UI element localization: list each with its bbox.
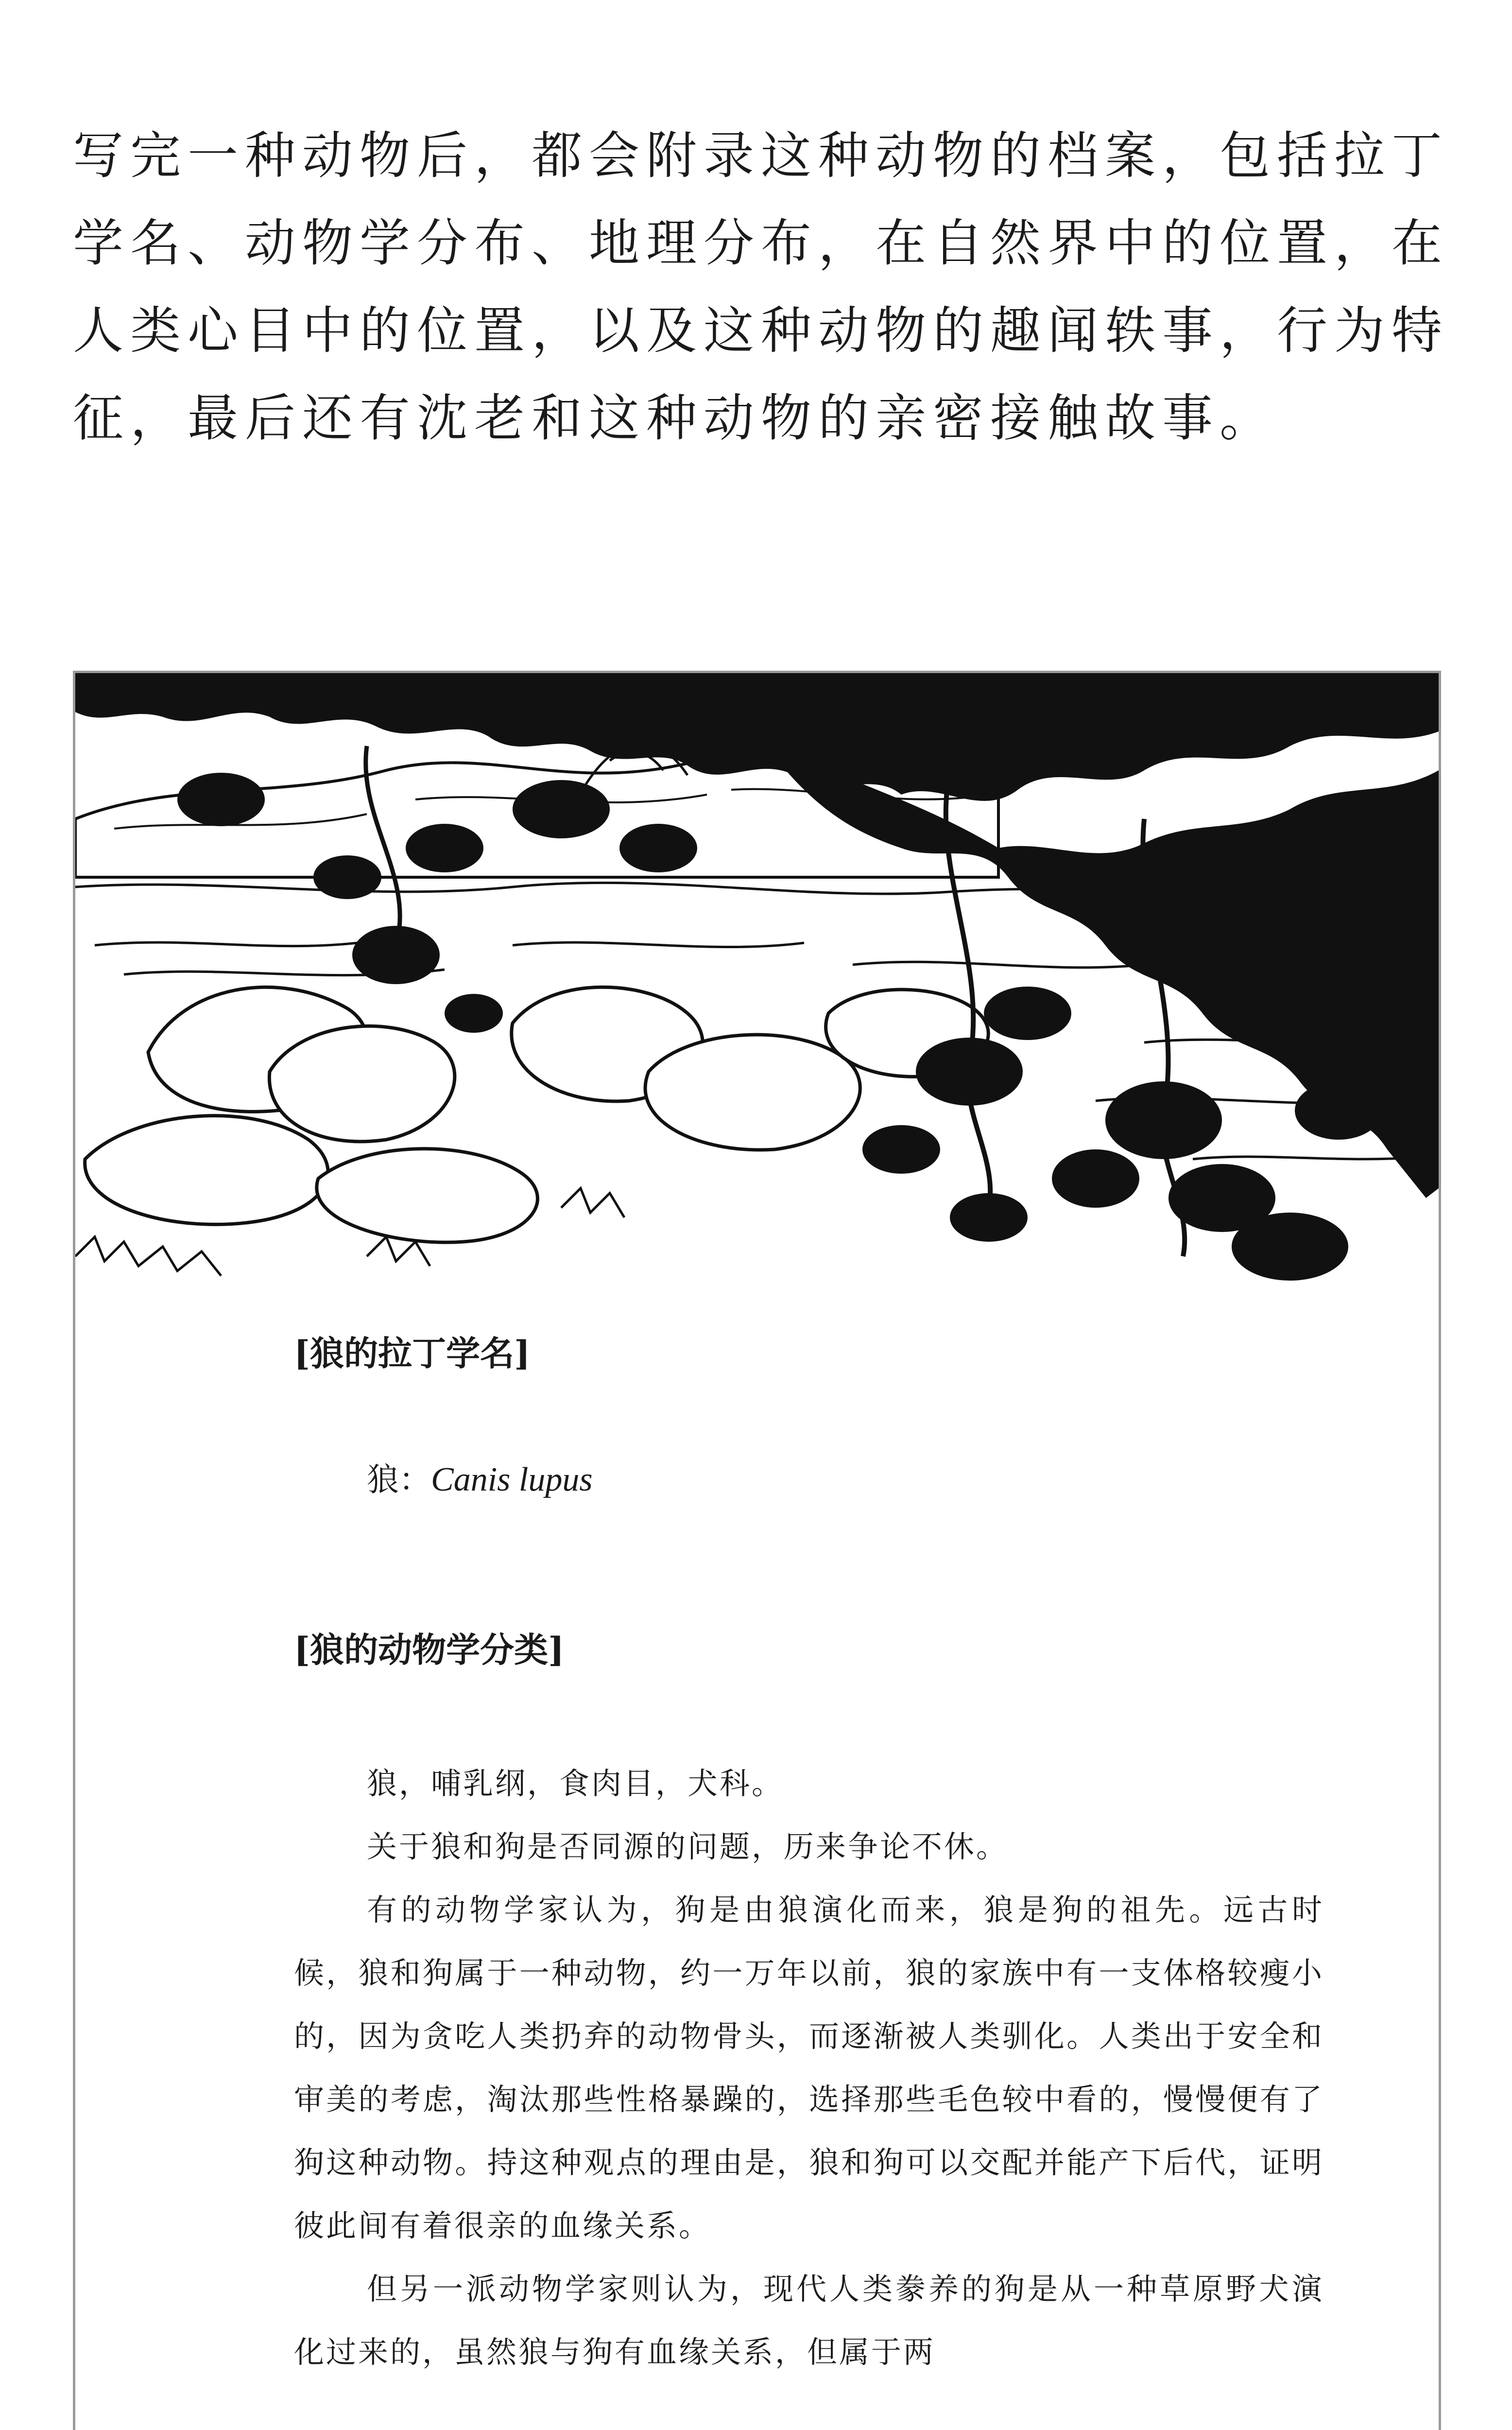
classification-heading: [狼的动物学分类]: [294, 1630, 565, 1670]
latin-name-line: [367, 1451, 1324, 1509]
sample-text-block: [294, 1324, 1324, 2384]
latin-name-prefix: 狼：: [367, 1461, 431, 1498]
book-sample-page: [73, 671, 1441, 2430]
sample-paragraph: 关于狼和狗是否同源的问题，历来争论不休。: [367, 1829, 1009, 1864]
sample-paragraph: 狼，哺乳纲，食肉目，犬科。: [367, 1766, 784, 1801]
latin-name: Canis lupus: [431, 1461, 593, 1498]
intro-paragraph: 写完一种动物后，都会附录这种动物的档案，包括拉丁学名、动物学分布、地理分布，在自然界中的位置，在人类心目中的位置，以及这种动物的趣闻轶事，行为特征，最后还有沈老和这种动物的亲密接触故事。: [73, 126, 1449, 448]
latin-name-heading: [狼的拉丁学名]: [294, 1333, 531, 1373]
sample-paragraph: 有的动物学家认为，狗是由狼演化而来，狼是狗的祖先。远古时候，狼和狗属于一种动物，约一万年以前，狼的家族中有一支体格较瘦小的，因为贪吃人类扔弃的动物骨头，而逐渐被人类驯化。人类出于安全和审美的考虑，淘汰那些性格暴躁的，选择那些毛色较中看的，慢慢便有了狗这种动物。持这种观点的理由是，狼和狗可以交配并能产下后代，证明彼此间有着很亲的血缘关系。: [294, 1892, 1324, 2243]
landscape-illustration: [75, 673, 1439, 1305]
sample-paragraph: 但另一派动物学家则认为，现代人类豢养的狗是从一种草原野犬演化过来的，虽然狼与狗有血缘关系，但属于两: [294, 2271, 1324, 2370]
